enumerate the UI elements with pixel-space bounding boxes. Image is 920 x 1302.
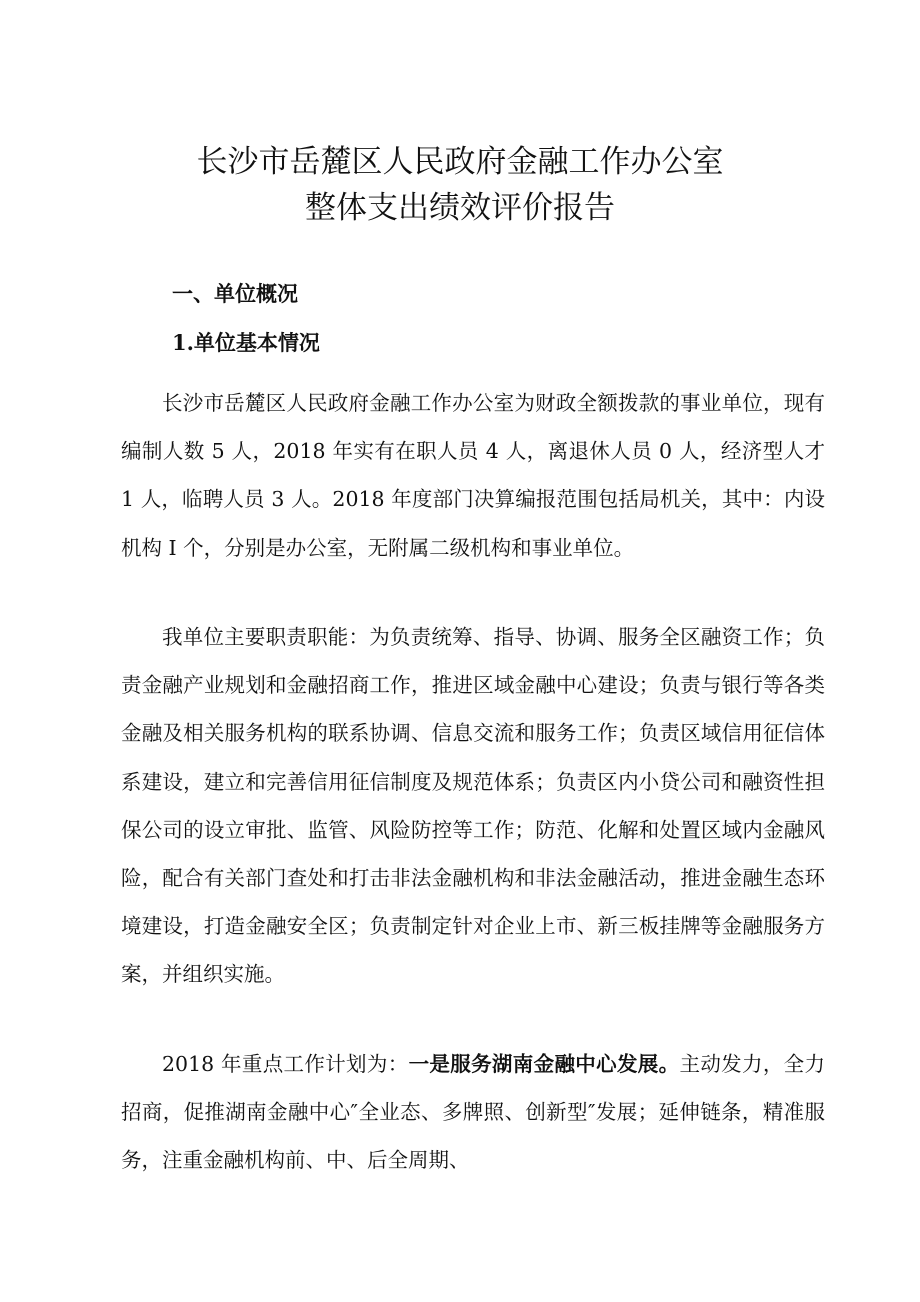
document-title-line2: 整体支出绩效评价报告 [305, 190, 615, 226]
paragraph-responsibilities: 我单位主要职责职能：为负责统筹、指导、协调、服务全区融资工作；负责金融产业规划和金融招商工作，推进区域金融中心建设；负责与银行等各类金融及相关服务机构的联系协调、信息交流和服务工作；负责区域信用征信体系建设，建立和完善信用征信制度及规范体系；负责区内小贷公司和融资性担保公司的设立审批、监管、风险防控等工作；防范、化解和处置区域内金融风险，配合有关部门查处和打击非法金融机构和非法金融活动，推进金融生态环境建设，打造金融安全区；负责制定针对企业上市、新三板挂牌等金融服务方案，并组织实施。 [121, 625, 825, 987]
document-title-line1: 长沙市岳麓区人民政府金融工作办公室 [196, 144, 724, 180]
subsection-heading: 1.单位基本情况 [172, 330, 320, 355]
work-plan-rest: 主动发力，全力招商，促推湖南金融中心″全业态、多牌照、创新型″发展；延伸链条，精准服务，注重金融机构前、中、后全周期、 [121, 1052, 826, 1173]
work-plan-bold-phrase: 一是服务湖南金融中心发展。 [408, 1052, 680, 1076]
paragraph-work-plan [121, 1040, 825, 1185]
paragraph-unit-overview: 长沙市岳麓区人民政府金融工作办公室为财政全额拨款的事业单位，现有编制人数 5 人，2018 年实有在职人员 4 人，离退休人员 0 人，经济型人才 1 人，临聘人员 3 人。2018 年度部门决算编报范围包括局机关，其中：内设机构 I 个，分别是办公室，无附属二级机构和事业单位。 [121, 391, 825, 560]
work-plan-lead: 2018 年重点工作计划为： [162, 1052, 409, 1076]
section-heading: 一、单位概况 [172, 281, 298, 306]
